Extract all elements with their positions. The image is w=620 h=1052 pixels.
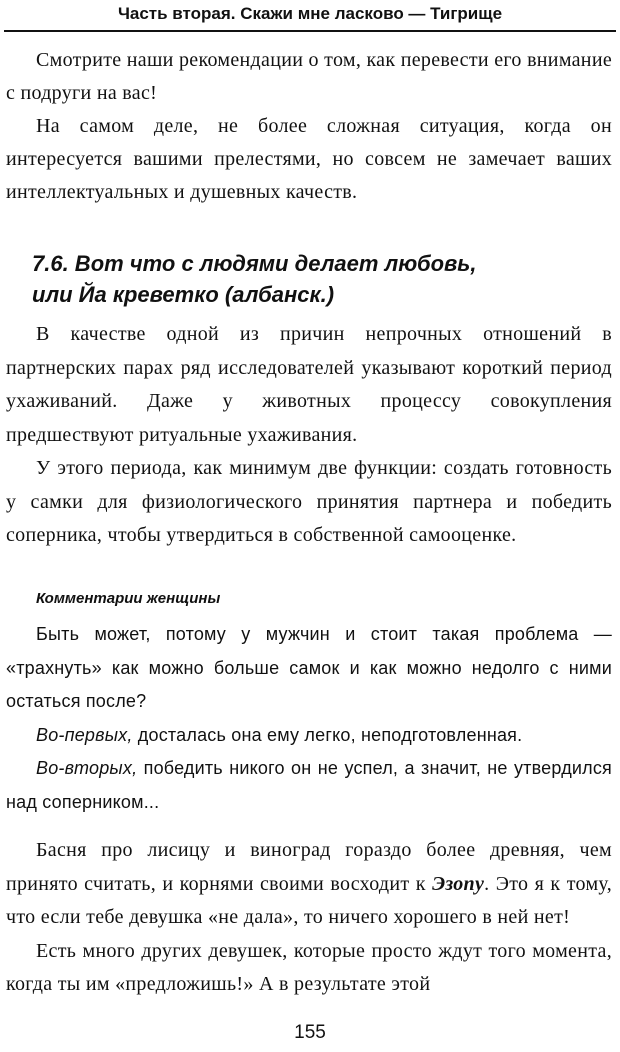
running-head: Часть вторая. Скажи мне ласково — Тигрище bbox=[117, 4, 503, 23]
intro-paragraph-2: На самом деле, не более сложная ситуация, когда он интересуется вашими прелестями, но совсем не замечает ваших интеллектуальных и душевных качеств. bbox=[6, 115, 612, 203]
intro-paragraph-1: Смотрите наши рекомендации о том, как перевести его внимание с подруги на вас! bbox=[6, 49, 612, 104]
comment-paragraph-3 bbox=[6, 752, 612, 819]
section-title-line-1: 7.6. Вот что с людями делает любовь, bbox=[32, 251, 477, 276]
comment-paragraph-2 bbox=[6, 719, 612, 753]
page-number: 155 bbox=[294, 1022, 326, 1043]
closing-paragraph-1 bbox=[6, 834, 612, 935]
comment-second-text: победить никого он не успел, а значит, не утвердился над соперником... bbox=[6, 758, 612, 812]
comment-second-point: Во-вторых, bbox=[36, 758, 138, 778]
section-paragraph-1: В качестве одной из причин непрочных отношений в партнерских парах ряд исследователей указывают короткий период ухаживаний. Даже у животных процессу совокупления предшествуют ритуальные ухаживания. bbox=[6, 323, 612, 446]
comments-heading: Комментарии женщины bbox=[36, 590, 221, 607]
section-heading bbox=[32, 248, 592, 310]
closing-paragraph-2: Есть много других девушек, которые просто ждут того момента, когда ты им «предложишь!» А в результате этой bbox=[6, 939, 612, 995]
closing-block bbox=[6, 834, 612, 1002]
header-rule bbox=[4, 30, 616, 32]
closing-text-end: . Это я к тому, что если тебе девушка «не дала», то ничего хорошего в ней нет! bbox=[6, 872, 612, 928]
section-paragraph-2: У этого периода, как минимум две функции: создать готовность у самки для физиологического принятия партнера и победить соперника, чтобы утвердиться в собственной самооценке. bbox=[6, 457, 612, 546]
comments-body bbox=[6, 618, 612, 819]
intro-block bbox=[6, 44, 612, 209]
comment-first-point: Во-первых, bbox=[36, 724, 133, 745]
section-title-line-2: или Йа креветко (албанск.) bbox=[32, 282, 335, 307]
comment-paragraph-1: Быть может, потому у мужчин и стоит такая проблема — «трахнуть» как можно больше самок и как можно недолго с ними остаться после? bbox=[6, 624, 612, 711]
comment-first-text: досталась она ему легко, неподготовленная. bbox=[132, 724, 523, 745]
closing-text-start: Басня про лисицу и виноград гораздо более древняя, чем принято считать, и корнями своими восходит к bbox=[6, 839, 612, 895]
section-body bbox=[6, 318, 612, 553]
author-name: Эзопу bbox=[432, 872, 485, 895]
